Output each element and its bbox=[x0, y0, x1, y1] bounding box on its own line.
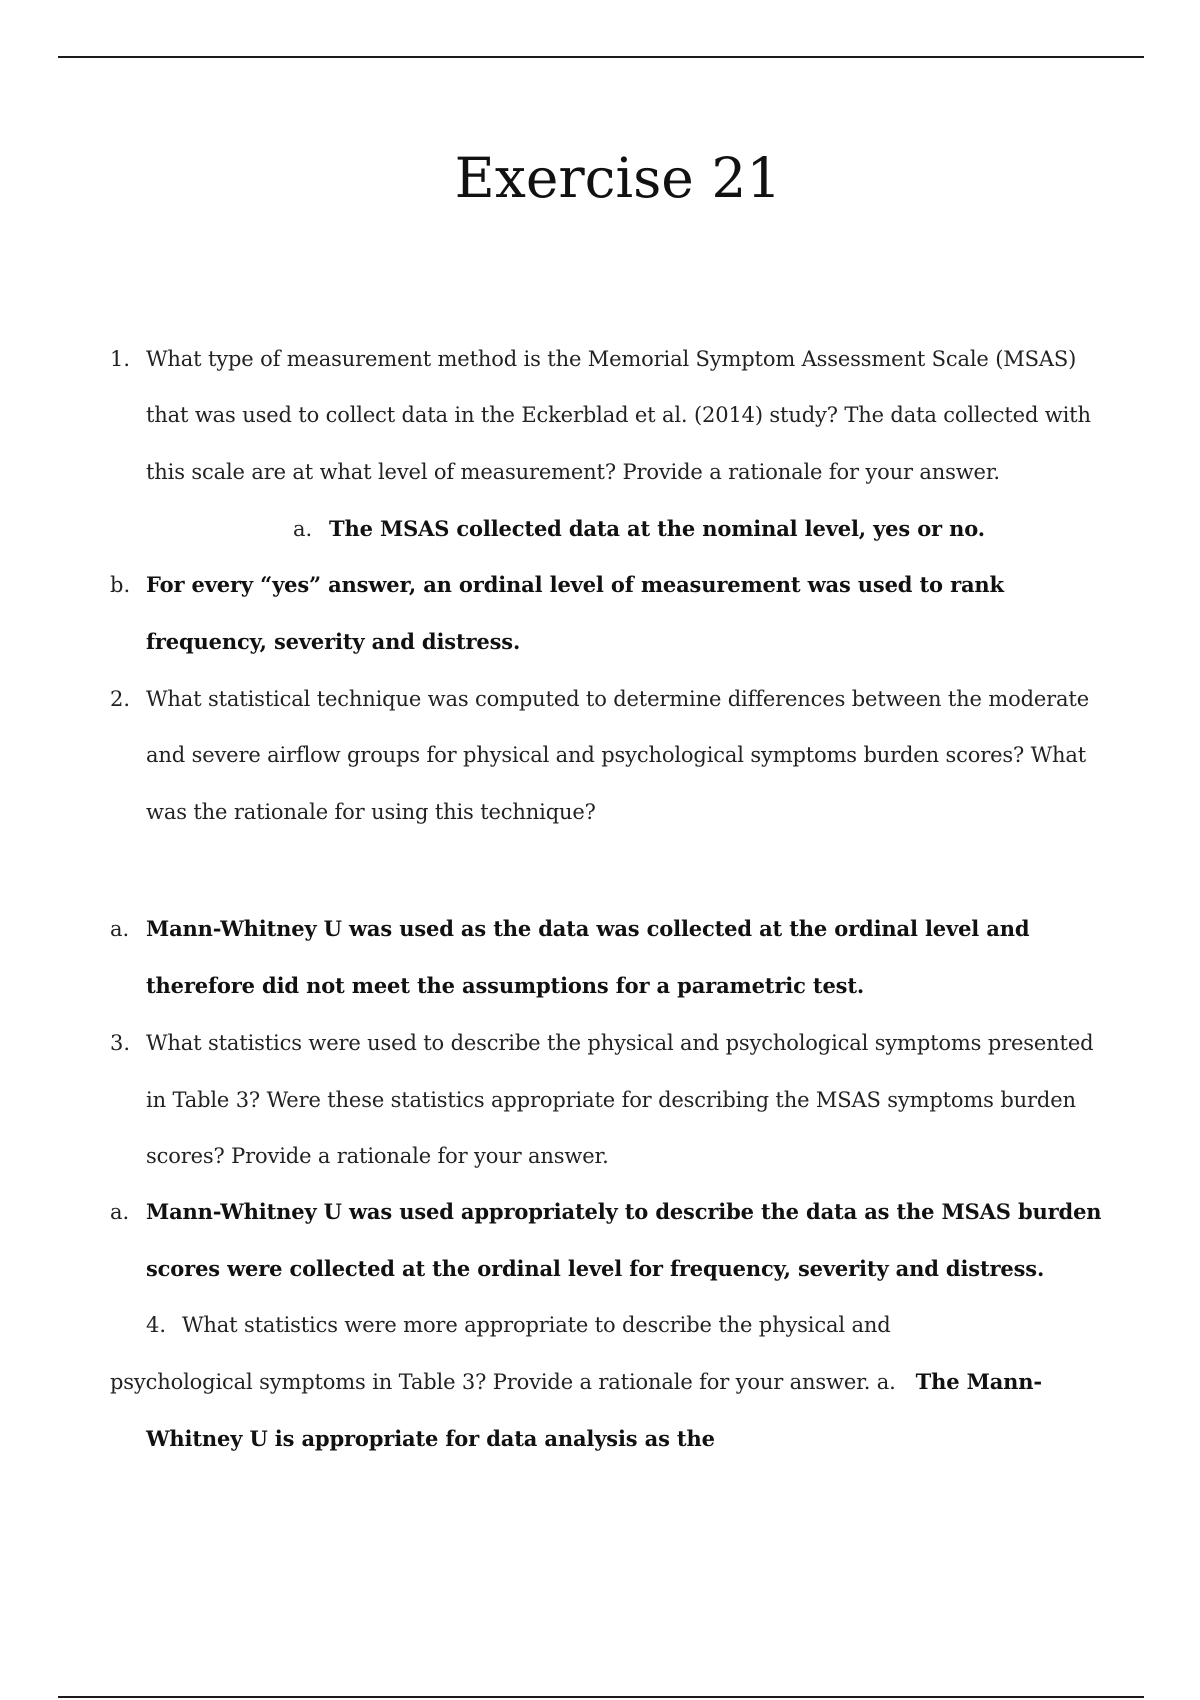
q4-answer-a-start: The Mann- bbox=[915, 1369, 1042, 1394]
q1-answer-b-line-2: frequency, severity and distress. bbox=[146, 629, 521, 654]
top-rule bbox=[58, 56, 1144, 58]
q1-answer-b-marker: b. bbox=[110, 573, 131, 597]
q1-line-1: What type of measurement method is the Memorial Symptom Assessment Scale (MSAS) bbox=[146, 347, 1077, 371]
q3-line-1: What statistics were used to describe the physical and psychological symptoms presented bbox=[146, 1031, 1094, 1055]
q1-answer-b-line-1: For every “yes” answer, an ordinal level of measurement was used to rank bbox=[146, 572, 1004, 597]
bottom-rule bbox=[58, 1696, 1144, 1698]
q1-line-3: this scale are at what level of measurement? Provide a rationale for your answer. bbox=[146, 460, 1000, 484]
q3-line-2: in Table 3? Were these statistics appropriate for describing the MSAS symptoms burden bbox=[146, 1088, 1076, 1112]
q3-answer-a-line-2: scores were collected at the ordinal level for frequency, severity and distress. bbox=[146, 1256, 1045, 1281]
q1-line-2: that was used to collect data in the Eckerblad et al. (2014) study? The data collected with bbox=[146, 403, 1091, 427]
q4-line-2-text: psychological symptoms in Table 3? Provide a rationale for your answer. a. bbox=[110, 1370, 896, 1394]
q4-line-1: What statistics were more appropriate to describe the physical and bbox=[182, 1313, 891, 1337]
q2-line-3: was the rationale for using this technique? bbox=[146, 800, 596, 824]
q2-answer-a-marker: a. bbox=[110, 917, 130, 941]
q2-line-1: What statistical technique was computed to determine differences between the moderate bbox=[146, 687, 1089, 711]
page-title: Exercise 21 bbox=[454, 146, 782, 210]
q2-number: 2. bbox=[110, 687, 131, 711]
q4-number: 4. bbox=[146, 1313, 167, 1337]
q2-answer-a-line-2: therefore did not meet the assumptions for a parametric test. bbox=[146, 973, 865, 998]
q1-number: 1. bbox=[110, 347, 131, 371]
q4-answer-a-line-2: Whitney U is appropriate for data analysis as the bbox=[146, 1426, 715, 1451]
q4-line-2 bbox=[110, 1367, 1042, 1397]
q2-answer-a-line-1: Mann-Whitney U was used as the data was collected at the ordinal level and bbox=[146, 916, 1030, 941]
q1-answer-a-marker: a. bbox=[293, 517, 313, 541]
q2-line-2: and severe airflow groups for physical and psychological symptoms burden scores? What bbox=[146, 743, 1087, 767]
q3-number: 3. bbox=[110, 1031, 131, 1055]
q1-answer-a: The MSAS collected data at the nominal level, yes or no. bbox=[329, 516, 985, 541]
q3-line-3: scores? Provide a rationale for your answer. bbox=[146, 1144, 609, 1168]
q3-answer-a-marker: a. bbox=[110, 1200, 130, 1224]
q3-answer-a-line-1: Mann-Whitney U was used appropriately to describe the data as the MSAS burden bbox=[146, 1199, 1102, 1224]
